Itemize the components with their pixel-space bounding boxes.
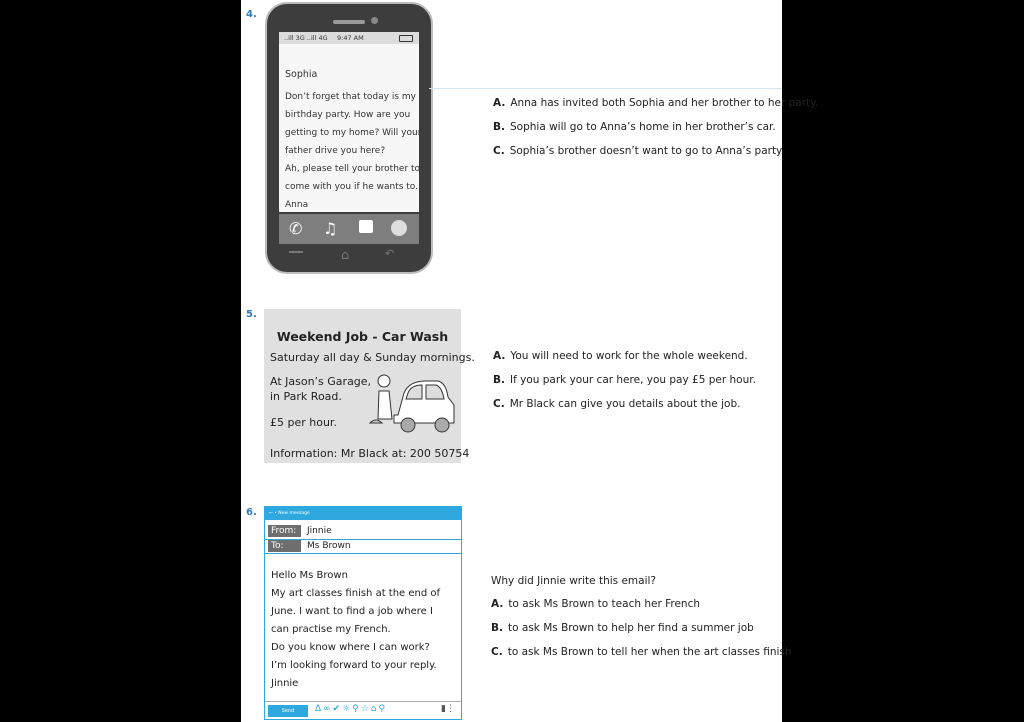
q4-option-a: A. Anna has invited both Sophia and her brother to her party. — [493, 97, 819, 109]
phone-status-bar — [279, 32, 419, 44]
message-line: birthday party. How are you — [285, 110, 411, 120]
email-line: My art classes finish at the end of — [271, 588, 441, 599]
question-number-5: 5. — [246, 309, 257, 320]
message-line: Ah, please tell your brother to — [285, 164, 421, 174]
advert-days: Saturday all day & Sunday mornings. — [270, 351, 475, 364]
q6-question: Why did Jinnie write this email? — [491, 575, 656, 587]
email-body — [271, 567, 440, 693]
row-divider — [265, 553, 461, 554]
to-value: Ms Brown — [307, 541, 351, 551]
q5-option-a: A. You will need to work for the whole weekend. — [493, 350, 748, 362]
phone-camera — [371, 17, 378, 24]
message-recipient: Sophia — [285, 69, 318, 80]
to-label: To: — [268, 540, 301, 552]
phone-illustration — [265, 2, 433, 274]
phone-screen — [279, 44, 422, 212]
toolbar-icons: ∆∞✔☼⚲☆⌂⚲ — [315, 704, 388, 714]
message-line: getting to my home? Will your — [285, 128, 422, 138]
message-body — [285, 88, 422, 214]
q4-option-b: B. Sophia will go to Anna’s home in her brother’s car. — [493, 121, 776, 133]
from-value: Jinnie — [307, 526, 332, 536]
battery-icon — [399, 35, 413, 42]
q6-option-c: C. to ask Ms Brown to tell her when the art classes finish — [491, 646, 792, 658]
q5-option-b: B. If you park your car here, you pay £5 per hour. — [493, 374, 756, 386]
q5-option-c: C. Mr Black can give you details about the job. — [493, 398, 741, 410]
q4-option-c: C. Sophia’s brother doesn’t want to go to Anna’s party. — [493, 145, 785, 157]
message-line: father drive you here? — [285, 146, 386, 156]
message-line: come with you if he wants to. — [285, 182, 419, 192]
car-wash-illustration — [364, 371, 456, 439]
from-label: From: — [268, 525, 301, 537]
home-icon: ⌂ — [341, 248, 350, 263]
email-line: Do you know where I can work? — [271, 642, 430, 653]
message-line: Don’t forget that today is my — [285, 92, 416, 102]
email-toolbar — [265, 703, 461, 719]
divider — [429, 88, 782, 89]
message-signature: Anna — [285, 200, 309, 210]
phone-time: 9:47 AM — [337, 34, 364, 42]
send-button: Send — [268, 705, 308, 717]
question-number-4: 4. — [246, 9, 257, 20]
email-header-text: ← • New message — [269, 511, 310, 516]
email-line: I’m looking forward to your reply. — [271, 660, 437, 671]
phone-icon: ✆ — [289, 219, 303, 238]
email-line: June. I want to find a job where I — [271, 606, 433, 617]
menu-icon — [289, 251, 303, 253]
email-illustration — [264, 506, 462, 720]
advert-info: Information: Mr Black at: 200 50754 — [270, 447, 470, 460]
q6-option-a: A. to ask Ms Brown to teach her French — [491, 598, 701, 610]
phone-speaker — [333, 20, 365, 24]
email-header-bar — [265, 507, 461, 520]
advert-place-line2: in Park Road. — [270, 390, 342, 403]
email-signature: Jinnie — [271, 678, 299, 689]
globe-icon — [391, 220, 407, 236]
back-icon: ↶ — [385, 247, 395, 260]
question-number-6: 6. — [246, 507, 257, 518]
email-line: can practise my French. — [271, 624, 391, 635]
music-icon: ♫ — [323, 219, 338, 238]
trash-icon: ▮⋮ — [441, 704, 455, 714]
signal-indicator: ..ill 3G ..ill 4G — [284, 34, 328, 42]
footer-divider — [265, 701, 461, 702]
advert-place-line1: At Jason’s Garage, — [270, 375, 372, 388]
mail-icon — [359, 220, 373, 233]
email-line: Hello Ms Brown — [271, 570, 348, 581]
advert-pay: £5 per hour. — [270, 416, 337, 429]
job-advert — [264, 309, 475, 463]
q6-option-b: B. to ask Ms Brown to help her find a summer job — [491, 622, 754, 634]
advert-title: Weekend Job - Car Wash — [276, 329, 449, 344]
phone-dock — [279, 214, 419, 244]
worksheet-page — [241, 0, 819, 722]
